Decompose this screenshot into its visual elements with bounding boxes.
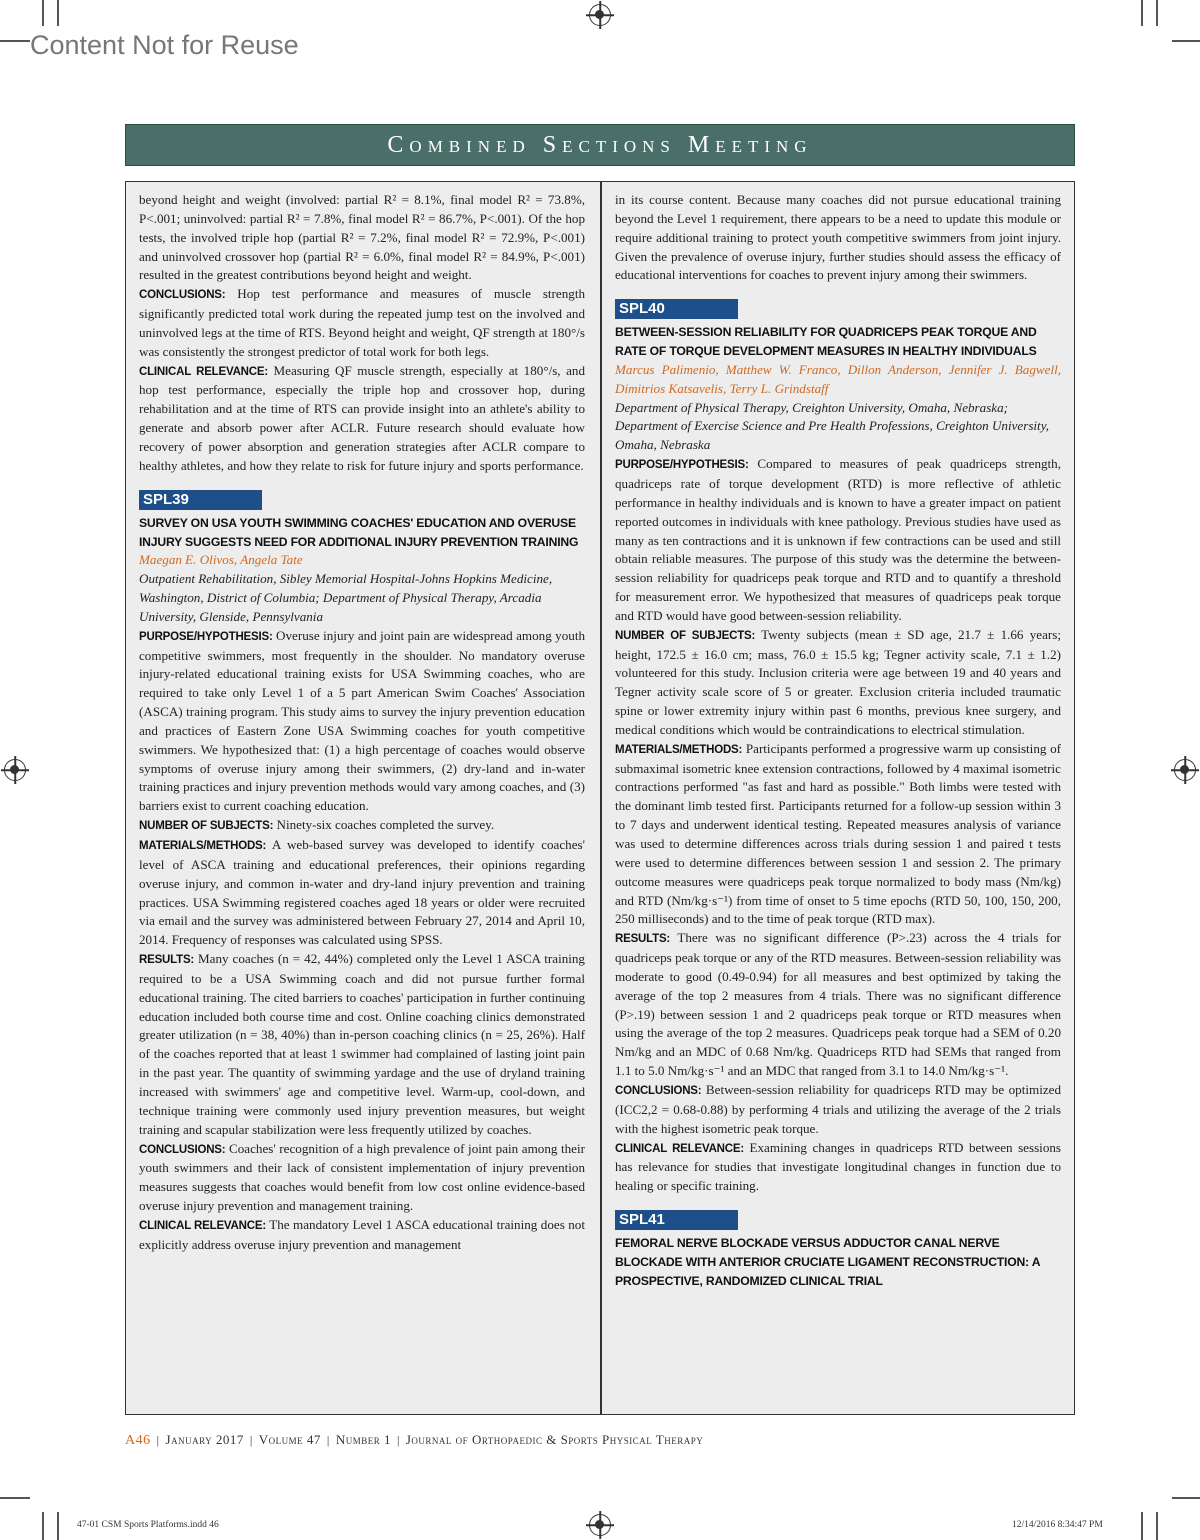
column-divider <box>600 181 602 1415</box>
subjects-paragraph <box>615 626 1061 740</box>
purpose-paragraph <box>615 455 1061 626</box>
crop-mark <box>0 40 30 42</box>
page-number: A46 <box>125 1433 151 1448</box>
section-text: Between-session reliability for quadriceps RTD may be optimized (ICC2,2 = 0.68-0.88) by performing 4 trials and utilizing the average of the 2 trials with the highest isometric peak torque. <box>615 1081 1062 1136</box>
section-label: CONCLUSIONS: <box>139 289 226 302</box>
section-label: CLINICAL RELEVANCE: <box>139 1219 266 1232</box>
registration-mark-icon <box>589 1514 611 1536</box>
issue-date: January 2017 <box>165 1432 244 1447</box>
clinical-paragraph <box>139 362 585 476</box>
section-text: Ninety-six coaches completed the survey. <box>276 817 495 833</box>
crop-mark <box>0 1497 30 1499</box>
intro-paragraph: beyond height and weight (involved: partial R² = 8.1%, final model R² = 73.8%, P<.001; uninvolved: partial R² = 7.8%, final model R² = 86.7%, P<.001). Of the hop tests, the involved triple hop (partial R² = 7.2%, final model R² = 72.9%, P<.001) and uninvolved crossover hop (partial R² = 6.0%, final model R² = 84.9%, P<.001) resulted in the greatest contributions beyond height and weight. <box>139 192 585 283</box>
clinical-paragraph <box>139 1216 585 1255</box>
section-label: CLINICAL RELEVANCE: <box>615 1142 744 1155</box>
abstract-affiliation: Department of Physical Therapy, Creighton University, Omaha, Nebraska; Department of Exercise Science and Pre Health Professions, Creighton University, Omaha, Nebraska <box>615 399 1050 453</box>
section-text: Overuse injury and joint pain are widespread among youth competitive swimmers, most frequently in the shoulder. No mandatory overuse injury-related educational training exists for USA Swimming coaches, who are required to take only Level 1 of a 5 part American Swim Coaches' Association (ASCA) training program. This study aims to survey the injury prevention education and practices of Eastern Zone USA Swimming coaches for youth competitive swimmers. We hypothesized that: (1) a high percentage of coaches would observe symptoms of overuse injury among their swimmers, (2) dry-land and in-water training practices and injury prevention methods would vary among coaches, and (3) barriers exist to current coaching education. <box>139 627 586 814</box>
section-text: The mandatory Level 1 ASCA educational training does not explicitly address overuse injury prevention and management <box>139 1216 585 1252</box>
section-label: CONCLUSIONS: <box>139 1143 226 1156</box>
page-footer: A46 | January 2017 | Volume 47 | Number 1 | Journal of Orthopaedic & Sports Physical Therapy <box>125 1432 704 1448</box>
registration-mark-icon <box>1174 759 1196 781</box>
crop-mark <box>57 0 59 26</box>
section-label: MATERIALS/METHODS: <box>615 743 743 756</box>
abstract-title: FEMORAL NERVE BLOCKADE VERSUS ADDUCTOR CANAL NERVE BLOCKADE WITH ANTERIOR CRUCIATE LIGAMENT RECONSTRUCTION: A PROSPECTIVE, RANDOMIZED CLINICAL TRIAL <box>615 1236 1040 1288</box>
section-text: Examining changes in quadriceps RTD between sessions has relevance for studies that investigate longitudinal changes in function due to healing or specific training. <box>615 1139 1062 1194</box>
abstract-authors: Marcus Palimenio, Matthew W. Franco, Dillon Anderson, Jennifer J. Bagwell, Dimitrios Katsavelis, Terry L. Grindstaff <box>615 361 1061 396</box>
purpose-paragraph <box>139 627 585 816</box>
crop-mark <box>42 0 44 26</box>
section-label: NUMBER OF SUBJECTS: <box>615 629 756 642</box>
section-label: RESULTS: <box>615 933 671 946</box>
volume: Volume 47 <box>258 1432 321 1447</box>
section-text: Compared to measures of peak quadriceps strength, quadriceps rate of torque development (RTD) is more reflective of athletic performance in healthy individuals and is known to have a greater impact on patient reported outcomes in individuals with knee pathology. Previous studies have used as many as ten contractions and it is unknown if few contractions can be used and still obtain reliable measures. The purpose of this study was the determine the between-session reliability for quadriceps peak torque and RTD and to quantify a threshold for measurement error. We hypothesized that measures of quadriceps peak torque and RTD would have good between-session reliability. <box>615 456 1061 623</box>
crop-mark <box>1156 0 1158 26</box>
right-column <box>615 191 1061 1291</box>
section-label: MATERIALS/METHODS: <box>139 840 267 852</box>
slug-filename: 47-01 CSM Sports Platforms.indd 46 <box>77 1520 219 1530</box>
crop-mark <box>1156 1512 1158 1540</box>
abstract-title: BETWEEN-SESSION RELIABILITY FOR QUADRICEPS PEAK TORQUE AND RATE OF TORQUE DEVELOPMENT MEASURES IN HEALTHY INDIVIDUALS <box>615 325 1037 359</box>
section-label: NUMBER OF SUBJECTS: <box>139 820 274 833</box>
abstract-code-badge: SPL40 <box>615 299 738 319</box>
section-text: Coaches' recognition of a high prevalence of joint pain among their youth swimmers and their lack of consistent implementation of injury prevention measures suggests that coaches would benefit from low cost online evidence-based overuse injury prevention and management training. <box>139 1140 585 1214</box>
abstract-code-badge: SPL41 <box>615 1210 738 1230</box>
conclusions-paragraph <box>615 1081 1061 1139</box>
section-text: A web-based survey was developed to identify coaches' level of ASCA training and educational preferences, their opinions regarding overuse injury, and common in-water and dry-land injury prevention and training practices. USA Swimming registered coaches aged 18 years or older were recruited via email and the survey was administered between February 27, 2014 and April 10, 2014. Frequency of responses was calculated using SPSS. <box>139 837 585 948</box>
crop-mark <box>1172 1497 1200 1499</box>
left-column <box>139 191 585 1255</box>
issue-number: Number 1 <box>335 1432 391 1447</box>
results-paragraph <box>139 950 585 1139</box>
subjects-paragraph <box>139 816 585 836</box>
intro-paragraph: in its course content. Because many coaches did not pursue educational training beyond the Level 1 requirement, there appears to be a need to update this module or require additional training to protect youth competitive swimmers from joint injury. Given the prevalence of overuse injury, further studies should assess the efficacy of educational interventions for coaches to prevent injury among their swimmers. <box>615 192 1061 283</box>
results-paragraph <box>615 929 1061 1081</box>
conclusions-paragraph <box>139 285 585 361</box>
section-text: Participants performed a progressive warm up consisting of submaximal isometric knee extension contractions, followed by 4 maximal isometric contractions performed "as fast and hard as possible." Both limbs were tested with the dominant limb tested first. Participants returned for a follow-up session within 3 to 7 days and underwent identical testing. Repeated measures analysis of variance was used to determine differences across trials during session 1 and paired t tests were used to determine differences between session 1 and session 2. The primary outcome measures were quadriceps peak torque normalized to body mass (Nm/kg) and RTD (Nm/kg·s⁻¹) from time of onset to 5 time epochs (RTD 50, 100, 150, 200, 250 milliseconds) and to the time of peak torque (RTD max). <box>615 740 1061 927</box>
abstract-authors: Maegan E. Olivos, Angela Tate <box>139 552 303 568</box>
section-label: PURPOSE/HYPOTHESIS: <box>139 630 273 643</box>
banner-title: Combined Sections Meeting <box>387 131 813 158</box>
crop-mark <box>1141 0 1143 26</box>
section-text: Twenty subjects (mean ± SD age, 21.7 ± 1.66 years; height, 172.5 ± 16.0 cm; mass, 76.0 ± 15.5 kg; Tegner activity scale, 7.1 ± 1.2) volunteered for this study. Inclusion criteria were age between 19 and 40 years and Tegner activity scale score of 5 or greater. Exclusion criteria included traumatic spine or lower extremity injury within past 6 months, previous knee surgery, and medical conditions which would be contraindications to electrical stimulation. <box>615 626 1061 737</box>
clinical-paragraph <box>615 1139 1061 1197</box>
conclusions-paragraph <box>139 1140 585 1216</box>
methods-paragraph <box>615 740 1061 929</box>
abstract-title: SURVEY ON USA YOUTH SWIMMING COACHES' EDUCATION AND OVERUSE INJURY SUGGESTS NEED FOR ADDITIONAL INJURY PREVENTION TRAINING <box>139 515 579 549</box>
watermark: Content Not for Reuse <box>30 30 299 60</box>
section-text: Hop test performance and measures of muscle strength significantly predicted total work during the repeated jump test on the involved and uninvolved legs at the time of RTS. Beyond height and weight, QF strength at 180°/s was consistently the strongest predictor of total work for both legs. <box>139 286 585 359</box>
abstract-affiliation: Outpatient Rehabilitation, Sibley Memorial Hospital-Johns Hopkins Medicine, Washington, District of Columbia; Department of Physical Therapy, Arcadia University, Glenside, Pennsylvania <box>139 571 553 624</box>
journal-name: Journal of Orthopaedic & Sports Physical Therapy <box>405 1432 704 1447</box>
registration-mark-icon <box>4 759 26 781</box>
crop-mark <box>1172 40 1200 42</box>
registration-mark-icon <box>589 4 611 26</box>
crop-mark <box>57 1512 59 1540</box>
section-text: Many coaches (n = 42, 44%) completed only the Level 1 ASCA training required to be a USA Swimming coach and did not pursue further formal educational training. The cited barriers to coaches' participation in further continuing education included both course time and cost. Online coaching clinics demonstrated greater utilization (n = 38, 40%) than in-person coaching clinics (n = 25, 26%). Half of the coaches reported that at least 1 swimmer had complained of lasting joint pain in the past year. The quantity of swimming yardage and the use of dryland training increased with swimmers' age and competitive level. Warm-up, cool-down, and technique training were commonly used injury prevention measures, but weight training and scapular stabilization were less frequently utilized by coaches. <box>139 951 585 1137</box>
crop-mark <box>42 1512 44 1540</box>
section-label: RESULTS: <box>139 954 195 967</box>
crop-mark <box>1141 1512 1143 1540</box>
methods-paragraph <box>139 836 585 950</box>
section-label: PURPOSE/HYPOTHESIS: <box>615 459 749 472</box>
section-label: CLINICAL RELEVANCE: <box>139 365 268 378</box>
section-label: CONCLUSIONS: <box>615 1084 702 1097</box>
section-banner <box>125 124 1075 166</box>
slug-timestamp: 12/14/2016 8:34:47 PM <box>1012 1520 1103 1530</box>
section-text: Measuring QF muscle strength, especially at 180°/s, and hop test performance, especially the triple hop and crossover hop, during rehabilitation and at the time of RTS can provide insight into an athlete's ability to generate and absorb power after ACLR. Future research should evaluate how recovery of power absorption and generation strategies after ACLR compare to healthy athletes, and how they relate to risk for future injury and sports performance. <box>139 362 585 473</box>
section-text: There was no significant difference (P>.23) across the 4 trials for quadriceps peak torque or any of the RTD measures. Between-session reliability was moderate to good (0.49-0.94) for all measures and best optimized by taking the average of the top 2 measures from 4 trials. There was no significant difference (P>.19) between session 1 and 2 quadriceps peak torque or RTD measures when using the average of the top 2 measures. Quadriceps peak torque had a SEM of 0.20 Nm/kg and an MDC of 0.68 Nm/kg. Quadriceps RTD had SEMs that ranged from 1.1 to 5.0 Nm/kg·s⁻¹ and an MDC that ranged from 3.1 to 14.0 Nm/kg·s⁻¹. <box>615 930 1061 1079</box>
abstract-code-badge: SPL39 <box>139 490 262 510</box>
